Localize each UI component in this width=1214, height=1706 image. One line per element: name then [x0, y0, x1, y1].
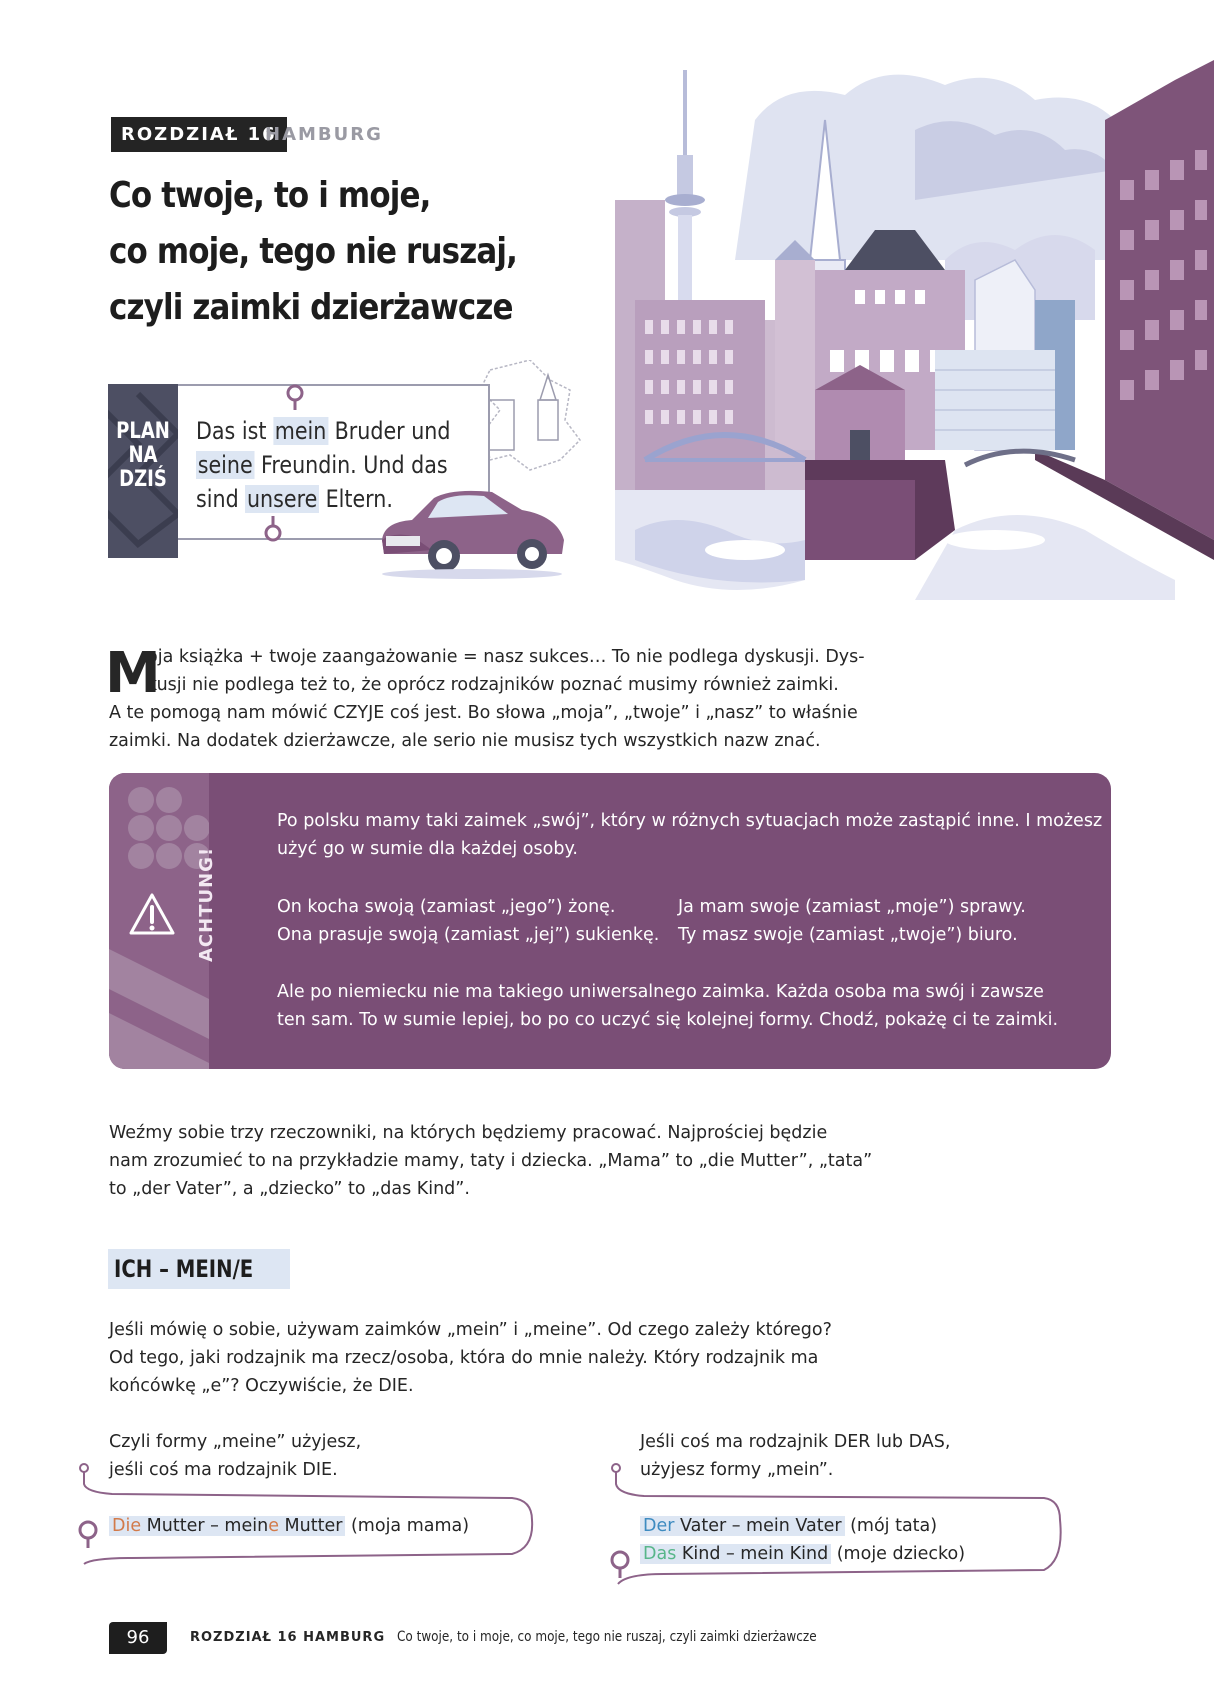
- achtung-example: Ty masz swoje (zamiast „twoje”) biuro.: [678, 925, 1018, 945]
- section-line: Od tego, jaki rodzajnik ma rzecz/osoba, która do mnie należy. Który rodzajnik ma: [109, 1348, 819, 1368]
- plan-text: Freundin. Und das: [254, 451, 448, 479]
- example-translation: (moje dziecko): [831, 1544, 966, 1564]
- rule-derdas-line: Jeśli coś ma rodzajnik DER lub DAS,: [640, 1432, 951, 1452]
- section-line: Jeśli mówię o sobie, używam zaimków „mein” i „meine”. Od czego zależy którego?: [109, 1320, 832, 1340]
- plan-text: Eltern.: [319, 485, 393, 513]
- pin-icon: [284, 382, 306, 412]
- example-das: [640, 1540, 965, 1569]
- nouns-line: to „der Vater”, a „dziecko” to „das Kind”.: [109, 1179, 470, 1199]
- intro-line: oja książka + twoje zaangażowanie = nasz sukces… To nie podlega dyskusji. Dys-: [147, 647, 865, 667]
- plan-flag-line: NA: [128, 443, 158, 468]
- example-translation: (mój tata): [844, 1516, 938, 1536]
- achtung-text: ten sam. To w sumie lepiej, bo po co uczyć się kolejnej formy. Chodź, pokażę ci te zaimki.: [277, 1010, 1059, 1030]
- decor-dot: [128, 815, 154, 841]
- article-der: Der: [643, 1516, 675, 1536]
- title-line: Co twoje, to i moje,: [109, 175, 431, 216]
- ending-highlight: e: [268, 1516, 279, 1536]
- pin-icon: [262, 516, 284, 546]
- section-line: końcówkę „e”? Oczywiście, że DIE.: [109, 1376, 414, 1396]
- achtung-text: użyć go w sumie dla każdej osoby.: [277, 839, 578, 859]
- achtung-label: ACHTUNG!: [196, 846, 217, 962]
- intro-line: zaimki. Na dodatek dzierżawcze, ale serio nie musisz tych wszystkich nazw znać.: [109, 731, 821, 751]
- rule-die-line: jeśli coś ma rodzajnik DIE.: [109, 1460, 338, 1480]
- decor-dot: [184, 815, 209, 841]
- hamburg-illustration: [615, 60, 1214, 600]
- example-text: Mutter: [278, 1516, 343, 1536]
- plan-text: Das ist: [196, 417, 273, 445]
- section-heading-text: ICH – MEIN/E: [114, 1255, 254, 1283]
- example-translation: (moja mama): [345, 1516, 470, 1536]
- drop-cap: M: [105, 641, 161, 706]
- plan-line: [196, 414, 450, 448]
- warning-icon: [128, 892, 176, 936]
- footer-chapter: ROZDZIAŁ 16 HAMBURG: [190, 1630, 386, 1645]
- chapter-city: HAMBURG: [265, 124, 383, 145]
- plan-text: sind: [196, 485, 246, 513]
- achtung-example: On kocha swoją (zamiast „jego”) żonę.: [277, 897, 616, 917]
- plan-text: Bruder und: [328, 417, 451, 445]
- chapter-tag: ROZDZIAŁ 16: [111, 117, 287, 152]
- article-das: Das: [643, 1544, 677, 1564]
- rule-die-line: Czyli formy „meine” użyjesz,: [109, 1432, 362, 1452]
- example-text: Vater – mein Vater: [674, 1516, 842, 1536]
- example-die: [109, 1512, 469, 1541]
- example-der: [640, 1512, 937, 1541]
- decor-dot: [156, 815, 182, 841]
- achtung-text: Ale po niemiecku nie ma takiego uniwersalnego zaimka. Każda osoba ma swój i zawsze: [277, 982, 1044, 1002]
- decor-dot: [128, 843, 154, 869]
- nouns-line: Weźmy sobie trzy rzeczowniki, na których będziemy pracować. Najprościej będzie: [109, 1123, 828, 1143]
- achtung-text: Po polsku mamy taki zaimek „swój”, który w różnych sytuacjach może zastąpić inne. I możesz: [277, 811, 1103, 831]
- nouns-line: nam zrozumieć to na przykładzie mamy, taty i dziecka. „Mama” to „die Mutter”, „tata”: [109, 1151, 873, 1171]
- example-der-phrase: [640, 1516, 845, 1536]
- rule-derdas-line: użyjesz formy „mein”.: [640, 1460, 834, 1480]
- article-die: Die: [112, 1516, 142, 1536]
- plan-flag-line: DZIŚ: [119, 467, 167, 492]
- example-die-phrase: [109, 1516, 345, 1536]
- plan-line: [196, 448, 450, 482]
- section-heading: [108, 1249, 290, 1289]
- decor-dot: [156, 843, 182, 869]
- achtung-example: Ja mam swoje (zamiast „moje”) sprawy.: [678, 897, 1026, 917]
- intro-line: A te pomogą nam mówić CZYJE coś jest. Bo słowa „moja”, „twoje” i „nasz” to właśnie: [109, 703, 858, 723]
- example-das-phrase: [640, 1544, 831, 1564]
- intro-line: kusji nie podlega też to, że oprócz rodzajników poznać musimy również zaimki.: [147, 675, 839, 695]
- decor-dot: [128, 787, 154, 813]
- title-line: co moje, tego nie ruszaj,: [109, 231, 518, 272]
- footer-title: Co twoje, to i moje, co moje, tego nie ruszaj, czyli zaimki dzierżawcze: [397, 1629, 817, 1645]
- pronoun-highlight: mein: [274, 417, 327, 445]
- title-line: czyli zaimki dzierżawcze: [109, 287, 513, 328]
- page-number: 96: [109, 1622, 167, 1654]
- plan-flag-label: [116, 420, 170, 492]
- plan-flag-line: PLAN: [116, 419, 170, 444]
- pronoun-highlight: unsere: [246, 485, 318, 513]
- achtung-example: Ona prasuje swoją (zamiast „jej”) sukienkę.: [277, 925, 660, 945]
- pronoun-highlight: seine: [197, 451, 253, 479]
- decor-dot: [156, 787, 182, 813]
- page-title: [109, 168, 517, 336]
- car-illustration: [372, 480, 572, 580]
- example-text: Mutter – mein: [141, 1516, 269, 1536]
- example-text: Kind – mein Kind: [676, 1544, 829, 1564]
